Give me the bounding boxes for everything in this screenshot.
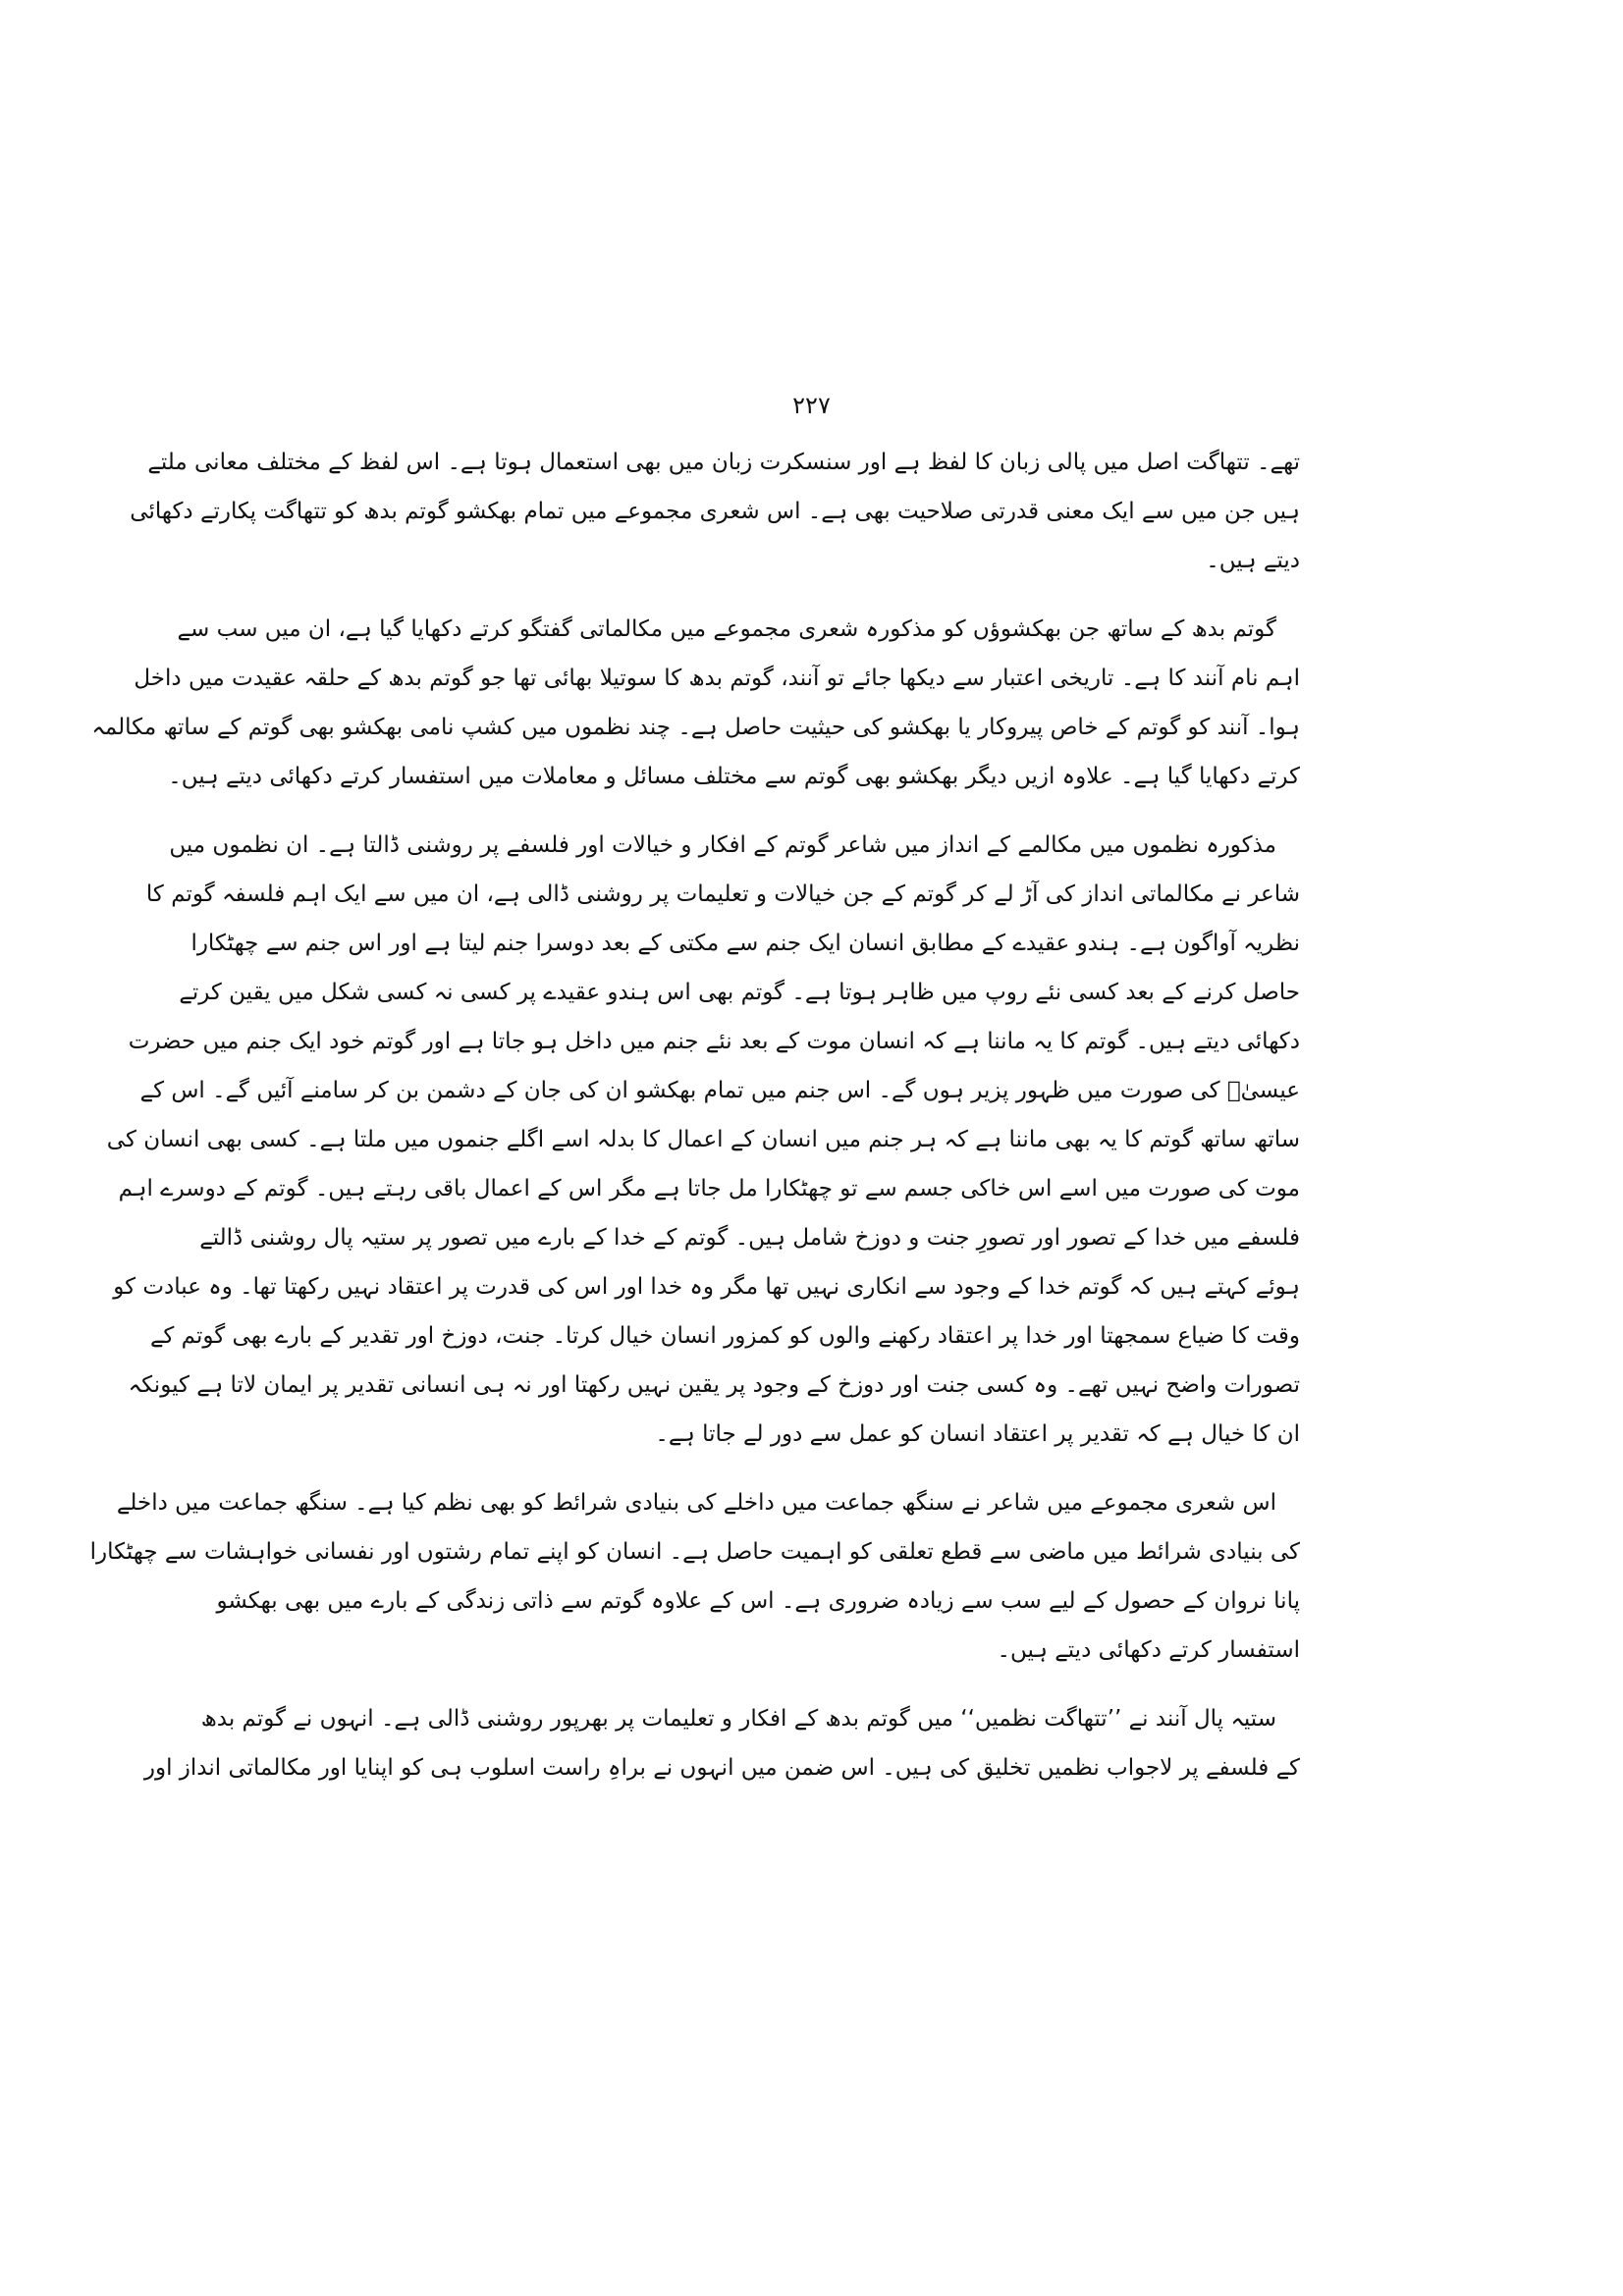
body-text [89, 438, 1300, 1792]
paragraph-5 [143, 1694, 1300, 1792]
paragraph-2 [91, 605, 1300, 801]
text-line: تصورات واضح نہیں تھے۔ وہ کسی جنت اور دوزخ کے وجود پر یقین نہیں رکھتا اور نہ ہی انسانی تقدیر پر ایمان لاتا ہے کیونکہ [128, 1372, 1300, 1398]
text-line: فلسفے میں خدا کے تصور اور تصورِ جنت و دوزخ شامل ہیں۔ گوتم کے خدا کے بارے میں تصور پر ستیہ پال روشنی ڈالتے [199, 1225, 1300, 1251]
text-line: اس شعری مجموعے میں شاعر نے سنگھ جماعت میں داخلے کی بنیادی شرائط کو بھی نظم کیا ہے۔ سنگھ جماعت میں داخلے [116, 1490, 1276, 1516]
text-line: عیسیٰؑ کی صورت میں ظہور پزیر ہوں گے۔ اس جنم میں تمام بھکشو ان کی جان کے دشمن بن کر سامنے آئیں گے۔ اس کے [139, 1078, 1300, 1103]
text-line: استفسار کرتے دکھائی دیتے ہیں۔ [997, 1637, 1300, 1663]
text-line: ہوا۔ آنند کو گوتم کے خاص پیروکار یا بھکشو کی حیثیت حاصل ہے۔ چند نظموں میں کشپ نامی بھکشو بھی گوتم کے ساتھ مکالمہ [91, 715, 1300, 740]
text-line: ہوئے کہتے ہیں کہ گوتم خدا کے وجود سے انکاری نہیں تھا مگر وہ خدا اور اس کی قدرت پر اعتقاد نہیں رکھتا تھا۔ وہ عبادت کو [113, 1274, 1300, 1300]
text-line: تھے۔ تتھاگت اصل میں پالی زبان کا لفظ ہے اور سنسکرت زبان میں بھی استعمال ہوتا ہے۔ اس لفظ کے مختلف معانی ملتے [147, 450, 1300, 475]
text-line: ان کا خیال ہے کہ تقدیر پر اعتقاد انسان کو عمل سے دور لے جاتا ہے۔ [655, 1421, 1300, 1447]
text-line: کے فلسفے پر لاجواب نظمیں تخلیق کی ہیں۔ اس ضمن میں انہوں نے براہِ راست اسلوب ہی کو اپنایا اور مکالماتی انداز اور [143, 1755, 1300, 1781]
text-line: پانا نروان کے حصول کے لیے سب سے زیادہ ضروری ہے۔ اس کے علاوہ گوتم سے ذاتی زندگی کے بارے میں بھی بھکشو [216, 1588, 1300, 1614]
paragraph-1 [130, 438, 1300, 585]
text-line: دیتے ہیں۔ [1206, 548, 1300, 573]
text-line: دکھائی دیتے ہیں۔ گوتم کا یہ ماننا ہے کہ انسان موت کے بعد نئے جنم میں داخل ہو جاتا ہے اور گوتم خود ایک جنم میں حضرت [128, 1029, 1300, 1054]
text-line: وقت کا ضیاع سمجھتا اور خدا پر اعتقاد رکھنے والوں کو کمزور انسان خیال کرتا۔ جنت، دوزخ اور تقدیر کے بارے بھی گوتم کے [149, 1323, 1300, 1349]
text-line: ستیہ پال آنند نے ’’تتھاگت نظمیں‘‘ میں گوتم بدھ کے افکار و تعلیمات پر بھرپور روشنی ڈالی ہے۔ انہوں نے گوتم بدھ [200, 1706, 1276, 1732]
text-line: مذکورہ نظموں میں مکالمے کے انداز میں شاعر گوتم کے افکار و خیالات اور فلسفے پر روشنی ڈالتا ہے۔ ان نظموں میں [169, 832, 1276, 858]
text-line: کی بنیادی شرائط میں ماضی سے قطع تعلقی کو اہمیت حاصل ہے۔ انسان کو اپنے تمام رشتوں اور نفسانی خواہشات سے چھٹکارا [89, 1539, 1300, 1565]
paragraph-4 [89, 1478, 1300, 1675]
page-number: ۲۲۷ [792, 392, 831, 419]
text-line: گوتم بدھ کے ساتھ جن بھکشوؤں کو مذکورہ شعری مجموعے میں مکالماتی گفتگو کرتے دکھایا گیا ہے، ان میں سب سے [177, 616, 1276, 642]
text-line: کرتے دکھایا گیا ہے۔ علاوہ ازیں دیگر بھکشو بھی گوتم سے مختلف مسائل و معاملات میں استفسار کرتے دکھائی دیتے ہیں۔ [168, 764, 1300, 789]
text-line: اہم نام آنند کا ہے۔ تاریخی اعتبار سے دیکھا جائے تو آنند، گوتم بدھ کا سوتیلا بھائی تھا جو گوتم بدھ کے حلقہ عقیدت میں داخل [134, 666, 1300, 691]
text-line: ساتھ ساتھ گوتم کا یہ بھی ماننا ہے کہ ہر جنم میں انسان کے اعمال کا بدلہ اسے اگلے جنموں میں ملتا ہے۔ کسی بھی انسان کی [106, 1127, 1300, 1152]
text-line: شاعر نے مکالماتی انداز کی آڑ لے کر گوتم کے جن خیالات و تعلیمات پر روشنی ڈالی ہے، ان میں سے ایک اہم فلسفہ گوتم کا [145, 881, 1300, 907]
text-line: حاصل کرنے کے بعد کسی نئے روپ میں ظاہر ہوتا ہے۔ گوتم بھی اس ہندو عقیدے پر کسی نہ کسی شکل میں یقین کرتے [179, 980, 1300, 1005]
text-line: ہیں جن میں سے ایک معنی قدرتی صلاحیت بھی ہے۔ اس شعری مجموعے میں تمام بھکشو گوتم بدھ کو تتھاگت پکارتے دکھائی [130, 499, 1300, 524]
paragraph-3 [106, 821, 1300, 1459]
text-line: نظریہ آواگون ہے۔ ہندو عقیدے کے مطابق انسان ایک جنم سے مکتی کے بعد دوسرا جنم لیتا ہے اور اس جنم سے چھٹکارا [190, 931, 1300, 956]
text-line: موت کی صورت میں اسے اس خاکی جسم سے تو چھٹکارا مل جاتا ہے مگر اس کے اعمال باقی رہتے ہیں۔ گوتم کے دوسرے اہم [118, 1176, 1300, 1201]
